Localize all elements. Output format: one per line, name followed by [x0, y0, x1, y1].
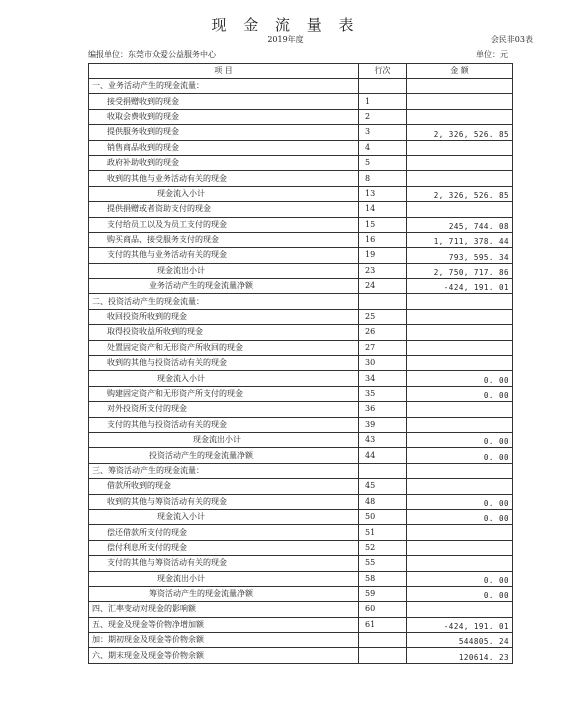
table-row — [89, 602, 513, 617]
row-amount: 544805. 24 — [407, 633, 513, 648]
row-item-label: 收到的其他与业务活动有关的现金 — [89, 171, 359, 186]
row-item-label: 支付的其他与业务活动有关的现金 — [89, 248, 359, 263]
row-line-number: 1 — [359, 94, 407, 109]
row-amount — [407, 479, 513, 494]
row-amount — [407, 294, 513, 309]
row-amount: 0. 00 — [407, 432, 513, 447]
table-row — [89, 340, 513, 355]
row-item-label: 现金流入小计 — [89, 509, 359, 524]
row-amount: 0. 00 — [407, 509, 513, 524]
row-item-label: 收取会费收到的现金 — [89, 109, 359, 124]
table-row — [89, 448, 513, 463]
row-line-number: 48 — [359, 494, 407, 509]
row-line-number: 25 — [359, 309, 407, 324]
table-row — [89, 648, 513, 663]
row-amount: 245, 744. 08 — [407, 217, 513, 232]
row-line-number: 35 — [359, 386, 407, 401]
table-row — [89, 202, 513, 217]
table-row — [89, 494, 513, 509]
row-amount — [407, 417, 513, 432]
row-line-number: 60 — [359, 602, 407, 617]
row-item-label: 现金流出小计 — [89, 432, 359, 447]
row-item-label: 取得投资收益所收到的现金 — [89, 325, 359, 340]
currency-unit: 单位：元 — [476, 50, 508, 59]
row-amount — [407, 463, 513, 478]
row-amount: 1, 711, 378. 44 — [407, 232, 513, 247]
row-amount — [407, 309, 513, 324]
row-line-number: 51 — [359, 525, 407, 540]
row-item-label: 现金流入小计 — [89, 371, 359, 386]
table-row — [89, 125, 513, 140]
table-row — [89, 525, 513, 540]
row-amount: 793, 595. 34 — [407, 248, 513, 263]
row-item-label: 三、筹资活动产生的现金流量： — [89, 463, 359, 478]
row-line-number: 58 — [359, 571, 407, 586]
row-item-label: 提供服务收到的现金 — [89, 125, 359, 140]
row-item-label: 政府补助收到的现金 — [89, 155, 359, 170]
row-line-number: 30 — [359, 356, 407, 371]
row-line-number: 8 — [359, 171, 407, 186]
row-item-label: 现金流入小计 — [89, 186, 359, 201]
row-line-number: 61 — [359, 617, 407, 632]
row-item-label: 五、现金及现金等价物净增加额 — [89, 617, 359, 632]
row-item-label: 支付给员工以及为员工支付的现金 — [89, 217, 359, 232]
row-amount: 0. 00 — [407, 586, 513, 601]
row-item-label: 收到的其他与筹资活动有关的现金 — [89, 494, 359, 509]
table-row — [89, 94, 513, 109]
row-amount: -424, 191. 01 — [407, 279, 513, 294]
row-line-number: 43 — [359, 432, 407, 447]
table-row — [89, 109, 513, 124]
table-row — [89, 402, 513, 417]
row-amount: 2, 326, 526. 85 — [407, 186, 513, 201]
table-row — [89, 417, 513, 432]
report-title: 现 金 流 量 表 — [211, 16, 360, 34]
row-amount: 0. 00 — [407, 494, 513, 509]
table-row — [89, 571, 513, 586]
table-row — [89, 386, 513, 401]
row-amount: 0. 00 — [407, 448, 513, 463]
table-row — [89, 232, 513, 247]
table-row — [89, 294, 513, 309]
row-line-number: 15 — [359, 217, 407, 232]
row-line-number — [359, 648, 407, 663]
row-item-label: 接受捐赠收到的现金 — [89, 94, 359, 109]
table-row — [89, 586, 513, 601]
row-amount — [407, 325, 513, 340]
row-amount — [407, 202, 513, 217]
row-item-label: 销售商品收到的现金 — [89, 140, 359, 155]
row-line-number: 14 — [359, 202, 407, 217]
row-amount: 2, 750, 717. 86 — [407, 263, 513, 278]
row-line-number: 13 — [359, 186, 407, 201]
row-item-label: 处置固定资产和无形资产所收回的现金 — [89, 340, 359, 355]
table-row — [89, 479, 513, 494]
row-line-number: 45 — [359, 479, 407, 494]
form-number: 会民非03表 — [490, 35, 533, 44]
row-item-label: 一、业务活动产生的现金流量： — [89, 79, 359, 94]
row-item-label: 现金流出小计 — [89, 571, 359, 586]
item-column-header: 项 目 — [89, 64, 359, 79]
table-row — [89, 371, 513, 386]
row-item-label: 二、投资活动产生的现金流量： — [89, 294, 359, 309]
row-line-number — [359, 79, 407, 94]
row-line-number — [359, 463, 407, 478]
row-line-number: 24 — [359, 279, 407, 294]
row-item-label: 加：期初现金及现金等价物余额 — [89, 633, 359, 648]
row-line-number: 3 — [359, 125, 407, 140]
table-row — [89, 263, 513, 278]
row-item-label: 对外投资所支付的现金 — [89, 402, 359, 417]
row-amount — [407, 540, 513, 555]
table-row — [89, 217, 513, 232]
row-item-label: 筹资活动产生的现金流量净额 — [89, 586, 359, 601]
table-row — [89, 325, 513, 340]
row-item-label: 四、汇率变动对现金的影响额 — [89, 602, 359, 617]
row-amount: 0. 00 — [407, 386, 513, 401]
row-item-label: 收回投资所收到的现金 — [89, 309, 359, 324]
row-amount — [407, 602, 513, 617]
row-item-label: 借款所收到的现金 — [89, 479, 359, 494]
row-amount — [407, 94, 513, 109]
cash-flow-table — [88, 63, 513, 664]
table-row — [89, 556, 513, 571]
row-amount — [407, 109, 513, 124]
row-amount — [407, 79, 513, 94]
row-line-number: 16 — [359, 232, 407, 247]
row-item-label: 业务活动产生的现金流量净额 — [89, 279, 359, 294]
table-row — [89, 155, 513, 170]
row-amount: 120614. 23 — [407, 648, 513, 663]
row-line-number: 5 — [359, 155, 407, 170]
row-item-label: 收到的其他与投资活动有关的现金 — [89, 356, 359, 371]
row-item-label: 投资活动产生的现金流量净额 — [89, 448, 359, 463]
row-amount — [407, 340, 513, 355]
table-header-row — [89, 64, 513, 79]
table-row — [89, 509, 513, 524]
row-line-number: 23 — [359, 263, 407, 278]
row-amount — [407, 155, 513, 170]
table-row — [89, 248, 513, 263]
row-line-number: 55 — [359, 556, 407, 571]
row-item-label: 偿付利息所支付的现金 — [89, 540, 359, 555]
row-item-label: 提供捐赠或者资助支付的现金 — [89, 202, 359, 217]
table-row — [89, 171, 513, 186]
row-amount — [407, 525, 513, 540]
row-line-number: 36 — [359, 402, 407, 417]
row-line-number: 50 — [359, 509, 407, 524]
row-amount — [407, 356, 513, 371]
row-item-label: 支付的其他与投资活动有关的现金 — [89, 417, 359, 432]
table-row — [89, 617, 513, 632]
table-row — [89, 279, 513, 294]
table-row — [89, 186, 513, 201]
row-item-label: 六、期末现金及现金等价物余额 — [89, 648, 359, 663]
table-row — [89, 432, 513, 447]
row-line-number: 39 — [359, 417, 407, 432]
table-row — [89, 79, 513, 94]
row-amount: 0. 00 — [407, 571, 513, 586]
table-row — [89, 633, 513, 648]
table-row — [89, 463, 513, 478]
table-row — [89, 540, 513, 555]
row-line-number: 27 — [359, 340, 407, 355]
report-period: 2019年度 — [267, 35, 304, 44]
row-item-label: 支付的其他与筹资活动有关的现金 — [89, 556, 359, 571]
row-line-number: 26 — [359, 325, 407, 340]
table-row — [89, 309, 513, 324]
row-amount: 2, 326, 526. 85 — [407, 125, 513, 140]
reporting-org: 编报单位：东莞市众爱公益服务中心 — [88, 50, 216, 59]
row-amount: 0. 00 — [407, 371, 513, 386]
table-row — [89, 356, 513, 371]
row-line-number: 4 — [359, 140, 407, 155]
table-row — [89, 140, 513, 155]
row-item-label: 购建固定资产和无形资产所支付的现金 — [89, 386, 359, 401]
row-amount — [407, 402, 513, 417]
row-item-label: 偿还借款所支付的现金 — [89, 525, 359, 540]
row-line-number — [359, 294, 407, 309]
amount-column-header: 金 额 — [407, 64, 513, 79]
row-amount — [407, 140, 513, 155]
row-line-number — [359, 633, 407, 648]
row-line-number: 34 — [359, 371, 407, 386]
row-item-label: 购买商品、接受服务支付的现金 — [89, 232, 359, 247]
row-item-label: 现金流出小计 — [89, 263, 359, 278]
line-column-header: 行次 — [359, 64, 407, 79]
row-amount — [407, 556, 513, 571]
row-amount: -424, 191. 01 — [407, 617, 513, 632]
row-line-number: 44 — [359, 448, 407, 463]
row-line-number: 52 — [359, 540, 407, 555]
row-line-number: 19 — [359, 248, 407, 263]
row-line-number: 2 — [359, 109, 407, 124]
row-amount — [407, 171, 513, 186]
row-line-number: 59 — [359, 586, 407, 601]
